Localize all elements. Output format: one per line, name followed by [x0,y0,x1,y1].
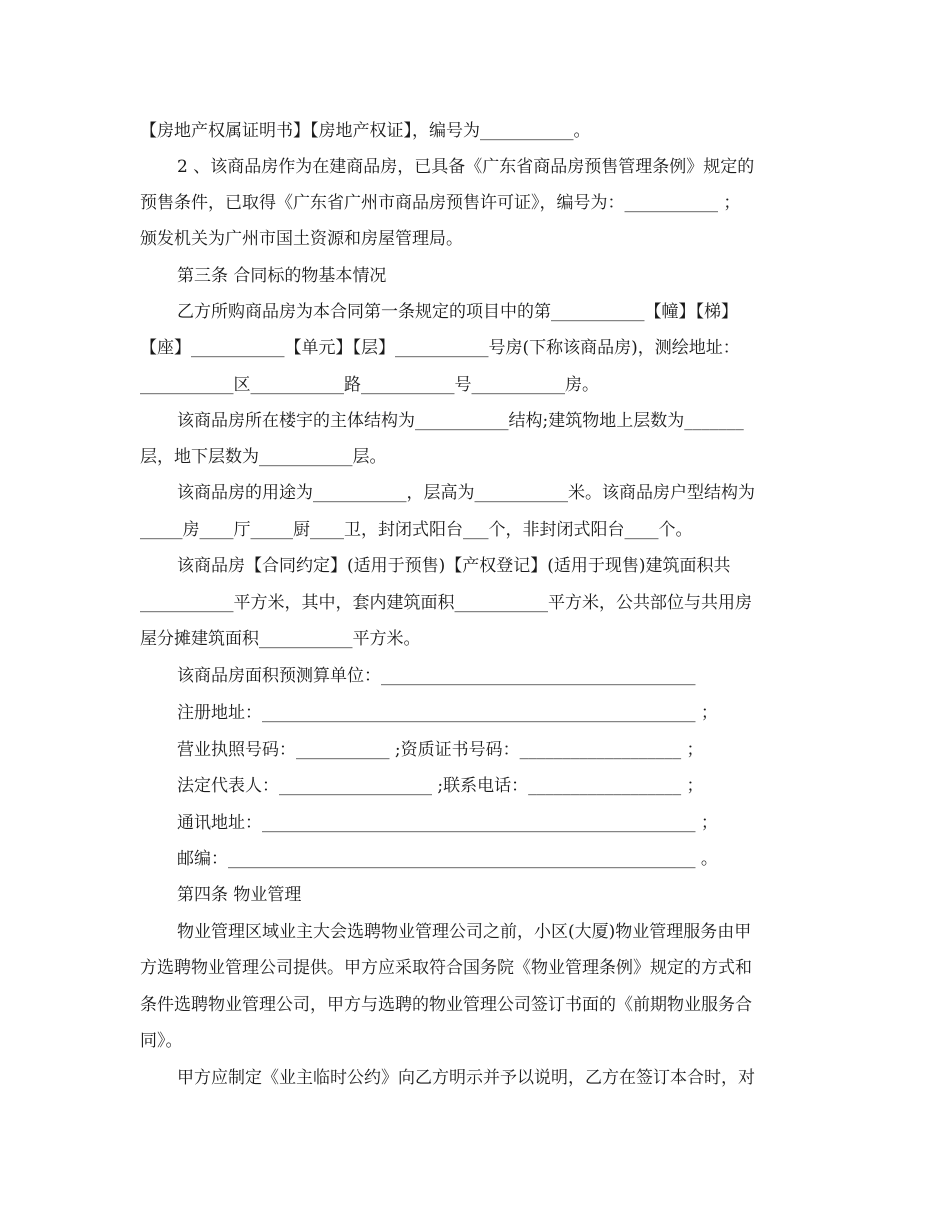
form-line-postcode: 邮编：_______________________________________________________ 。 [177,849,718,869]
text-line: 同》。 [140,1031,183,1051]
section-heading: 第四条 物业管理 [177,885,302,905]
text-line: 乙方所购商品房为本合同第一条规定的项目中的第___________【幢】【梯】 [177,302,738,322]
form-line-mailing-address: 通讯地址：___________________________________________________ ； [177,813,718,833]
text-line: ___________区___________路___________号___________房。 [140,375,599,395]
text-line: 层，地下层数为___________层。 [140,447,387,467]
text-line: ___________平方米，其中，套内建筑面积___________平方米，公共部位与共用房 [140,593,752,613]
text-line: 该商品房所在楼宇的主体结构为___________结构;建筑物地上层数为_______ [177,411,744,431]
form-line-survey-unit: 该商品房面积预测算单位：_____________________________________ [177,666,696,686]
form-line-registered-address: 注册地址：___________________________________________________ ； [177,703,718,723]
text-line: 物业管理区域业主大会选聘物业管理公司之前，小区(大厦)物业管理服务由甲 [177,922,752,942]
text-line: 甲方应制定《业主临时公约》向乙方明示并予以说明，乙方在签订本合时，对 [177,1068,755,1088]
text-line: 颁发机关为广州市国土资源和房屋管理局。 [140,229,463,249]
form-line-license-number: 营业执照号码：___________ ;资质证书号码：___________________ ； [177,740,704,760]
text-line: 该商品房的用途为___________，层高为___________米。该商品房户型结构为 [177,483,755,503]
section-heading: 第三条 合同标的物基本情况 [177,266,387,286]
text-line: 方选聘物业管理公司提供。甲方应采取符合国务院《物业管理条例》规定的方式和 [140,958,752,978]
text-line: _____房____厅_____厨____卫，封闭式阳台___个，非封闭式阳台____个。 [140,520,693,540]
text-line: 2 、该商品房作为在建商品房，已具备《广东省商品房预售管理条例》规定的 [177,157,755,177]
text-line: 预售条件，已取得《广东省广州市商品房预售许可证》，编号为：___________ ； [140,193,741,213]
text-line: 屋分摊建筑面积___________平方米。 [140,629,421,649]
form-line-legal-representative: 法定代表人：__________________ ;联系电话：__________________ ； [177,776,704,796]
text-line: 该商品房【合同约定】(适用于预售)【产权登记】(适用于现售)建筑面积共 [177,556,731,576]
text-line: 【座】___________【单元】【层】___________号房(下称该商品房)，测绘地址： [140,338,740,358]
text-line: 【房地产权属证明书】【房地产权证】，编号为___________。 [140,121,591,141]
text-line: 条件选聘物业管理公司，甲方与选聘的物业管理公司签订书面的《前期物业服务合 [140,995,752,1015]
